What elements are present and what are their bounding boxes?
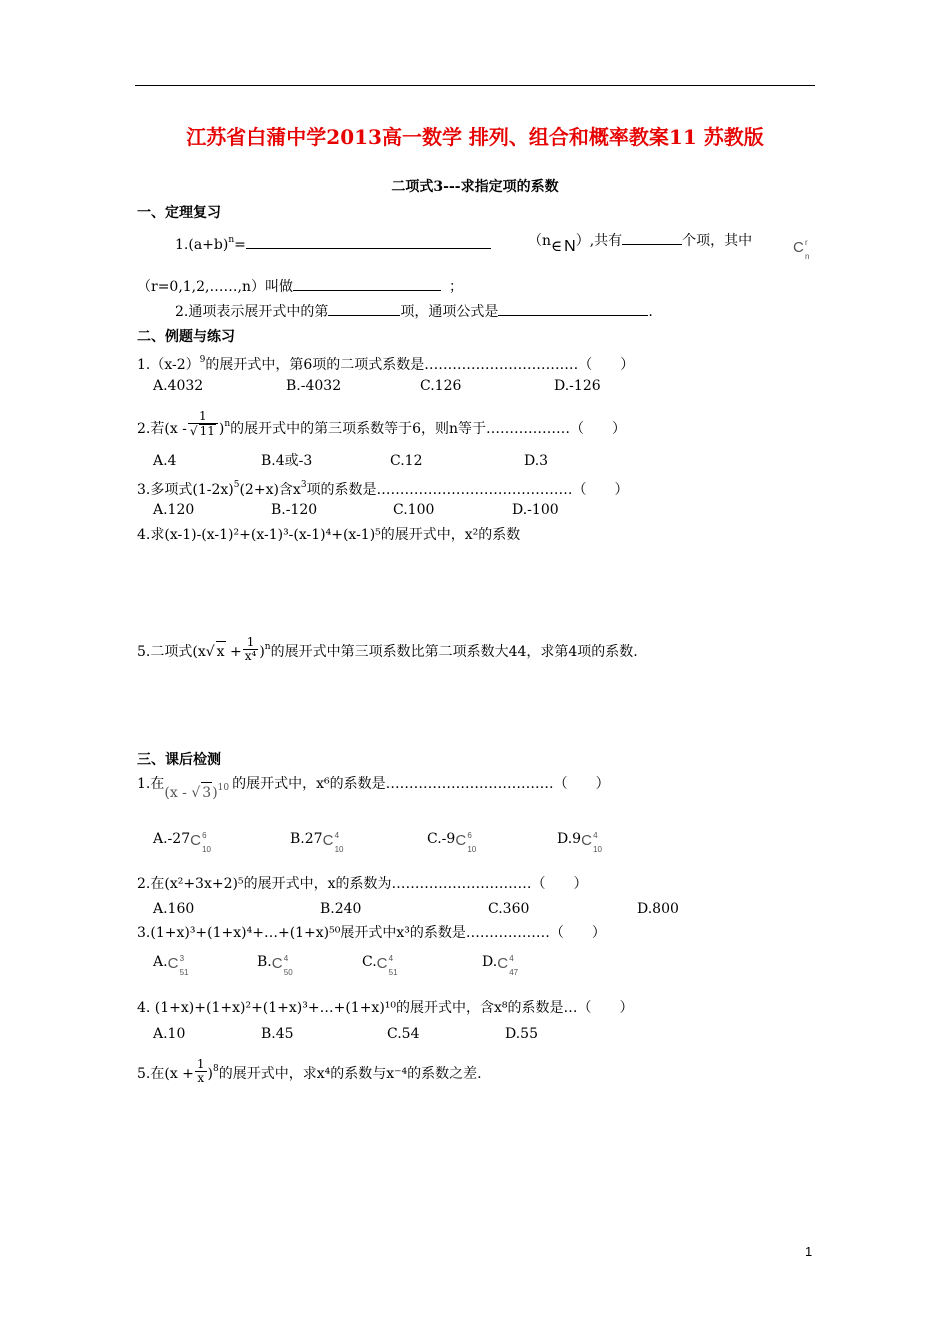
lesson-subtitle: 二项式3---求指定项的系数 <box>391 179 559 195</box>
item1-binomial-symbol: C r n <box>793 238 810 261</box>
homework-3-option-b[interactable]: B. C 4 50 <box>257 954 293 977</box>
item1-exponent: n <box>228 235 235 245</box>
homework-1-option-c[interactable]: C.-9 C 6 10 <box>427 831 477 854</box>
binomial-c-10-6-alt: C 6 10 <box>455 831 477 854</box>
answer-blank-term-index[interactable] <box>328 301 400 316</box>
example-2-option-d[interactable]: D.3 <box>524 453 549 469</box>
binomial-c-51-4: C 4 51 <box>376 954 398 977</box>
binomial-c-10-6: C 6 10 <box>190 831 212 854</box>
fraction-one-over-x4: $\frac{1}{\text{x⁴}}$ <box>244 635 257 663</box>
binomial-c-10-4: C 4 10 <box>322 831 344 854</box>
item1-called: （r=0,1,2,……,n）叫做 <box>137 279 293 295</box>
binomial-c-51-3: C 3 51 <box>167 954 189 977</box>
item1-n: （n <box>528 233 552 249</box>
item2-end: . <box>648 304 653 320</box>
homework-question-4: 4. (1+x)+(1+x)²+(1+x)³+…+(1+x)¹⁰的展开式中，含x⁸的系数是…（ ） <box>137 1000 634 1016</box>
homework-3-option-d[interactable]: D. C 4 47 <box>482 954 519 977</box>
example-3-option-b[interactable]: B.-120 <box>271 502 318 518</box>
example-1-option-c[interactable]: C.126 <box>420 378 462 394</box>
homework-4-option-c[interactable]: C.54 <box>387 1026 420 1042</box>
header-rule <box>135 85 815 86</box>
section-heading-examples: 二、例题与练习 <box>137 329 235 345</box>
homework-2-option-b[interactable]: B.240 <box>320 901 362 917</box>
document-title: 江苏省白蒲中学2013高一数学 排列、组合和概率教案11 苏教版 <box>186 125 764 149</box>
item2-text-b: 项，通项公式是 <box>400 304 499 320</box>
homework-question-3: 3.(1+x)³+(1+x)⁴+…+(1+x)⁵⁰展开式中x³的系数是………………（ ） <box>137 925 606 941</box>
example-1-option-a[interactable]: A.4032 <box>153 378 204 394</box>
example-3-option-c[interactable]: C.100 <box>393 502 435 518</box>
homework-1-option-b[interactable]: B.27 C 4 10 <box>290 831 344 854</box>
binomial-c-10-4-alt: C 4 10 <box>581 831 602 854</box>
item1-end: ； <box>448 279 463 295</box>
example-question-2: 2.若(x - $\frac{1}{√ 11}$ )$^n$的展开式中的第三项系数等于6，则n等于………………（ ） <box>137 409 627 438</box>
item1-among: 个项，其中 <box>682 233 753 249</box>
example-question-5: 5.二项式(x√ x + $\frac{1}{\text{x⁴}}$ )$^n$的展开式中第三项系数比第二项系数大44，求第4项的系数. <box>137 635 638 663</box>
homework-question-1: 1.在(x - √ 3)$^{10}$ 的展开式中，x⁶的系数是………………………………（ ） <box>137 776 610 801</box>
review-item-1 <box>175 230 491 255</box>
example-1-option-d[interactable]: D.-126 <box>554 378 601 394</box>
fraction-one-over-root-11: $\frac{1}{√ 11}$ <box>188 410 218 438</box>
homework-2-option-c[interactable]: C.360 <box>488 901 530 917</box>
review-item-2 <box>175 301 653 322</box>
homework-1-option-d[interactable]: D.9 C 4 10 <box>557 831 602 854</box>
page-number: 1 <box>805 1244 813 1259</box>
example-3-option-d[interactable]: D.-100 <box>512 502 559 518</box>
item1-n-domain <box>528 230 752 257</box>
example-2-option-b[interactable]: B.4或-3 <box>261 453 313 469</box>
homework-4-option-d[interactable]: D.55 <box>505 1026 538 1042</box>
homework-4-option-b[interactable]: B.45 <box>261 1026 294 1042</box>
answer-blank-binomial-name[interactable] <box>293 276 441 291</box>
section-heading-homework: 三、课后检测 <box>137 752 221 768</box>
homework-question-5: 5.在(x + $\frac{1}{x}$ )$^8$的展开式中，求x⁴的系数与x⁻⁴的系数之差. <box>137 1057 482 1085</box>
item2-text-a: 2.通项表示展开式中的第 <box>175 304 329 320</box>
example-question-3: 3.多项式$(1-2x)^5(2+x)$含$x^3$项的系数是……………………………………（ ） <box>137 480 629 498</box>
binomial-c-50-4: C 4 50 <box>271 954 293 977</box>
example-2-option-c[interactable]: C.12 <box>390 453 423 469</box>
natural-numbers-symbol: N <box>564 238 576 255</box>
homework-3-option-c[interactable]: C. C 4 51 <box>362 954 398 977</box>
homework-3-option-a[interactable]: A. C 3 51 <box>153 954 189 977</box>
binomial-c-47-4: C 4 47 <box>497 954 519 977</box>
fraction-one-over-x: $\frac{1}{x}$ <box>196 1057 205 1085</box>
homework-4-option-a[interactable]: A.10 <box>153 1026 186 1042</box>
item1-equals: = <box>234 237 246 253</box>
item1-has: ）,共有 <box>575 233 623 249</box>
answer-blank-expansion[interactable] <box>246 234 491 249</box>
example-2-option-a[interactable]: A.4 <box>153 453 177 469</box>
answer-blank-term-count[interactable] <box>622 230 682 245</box>
review-item-1-line2 <box>137 276 463 297</box>
example-3-option-a[interactable]: A.120 <box>153 502 195 518</box>
expr-x-minus-root3: (x - √ 3)$^{10}$ <box>164 783 230 801</box>
homework-2-option-a[interactable]: A.160 <box>153 901 195 917</box>
element-of-symbol: ∈ <box>551 237 563 255</box>
example-1-option-b[interactable]: B.-4032 <box>286 378 342 394</box>
homework-1-option-a[interactable]: A.-27 C 6 10 <box>153 831 212 854</box>
homework-2-option-d[interactable]: D.800 <box>637 901 679 917</box>
example-question-4: 4.求(x-1)-(x-1)²+(x-1)³-(x-1)⁴+(x-1)⁵的展开式中，x²的系数 <box>137 527 521 543</box>
section-heading-review: 一、定理复习 <box>137 205 221 221</box>
homework-question-2: 2.在(x²+3x+2)⁵的展开式中，x的系数为…………………………（ ） <box>137 876 588 892</box>
example-question-1: $1.(x-2)^9$的展开式中，第6项的二项式系数是……………………………（ ） <box>137 355 635 373</box>
item1-expr: 1.(a+b) <box>175 237 229 253</box>
answer-blank-general-term[interactable] <box>498 301 648 316</box>
